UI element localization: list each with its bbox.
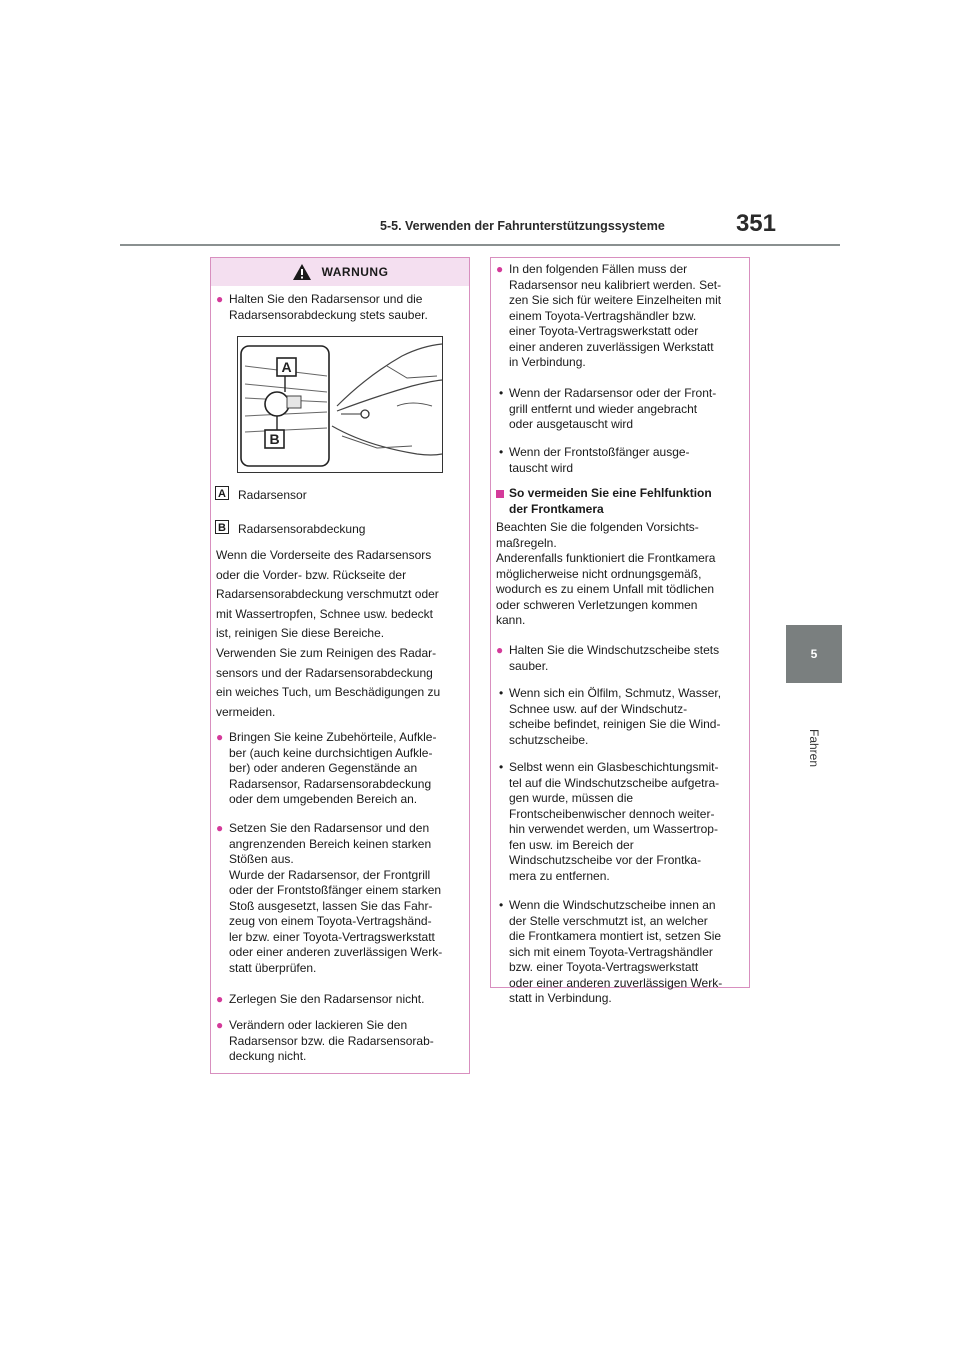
info-box <box>490 257 750 1005</box>
figure-label-a: A <box>281 359 292 375</box>
dot-icon: • <box>499 898 504 912</box>
warning-box <box>210 257 470 1074</box>
paragraph-line: mit Wassertropfen, Schnee usw. bedeckt <box>216 606 433 621</box>
dot-icon: • <box>499 445 504 459</box>
info-intro: Beachten Sie die folgenden Vorsichts- maßregeln. Anderenfalls funktioniert die Frontkamera möglicherweise nicht ordnungsgemäß, wodurch es zu einem Unfall mit tödlichen oder schweren Verletzungen kommen kann. <box>496 520 716 627</box>
paragraph-line: Radarsensorabdeckung verschmutzt oder <box>216 587 439 601</box>
info-subitem-1: Wenn der Radarsensor oder der Front- grill entfernt und wieder angebracht oder ausgetauscht wird <box>509 386 717 431</box>
figure-label-b: B <box>269 431 280 447</box>
bullet-icon: ● <box>216 821 224 835</box>
section-title: 5-5. Verwenden der Fahrunterstützungssysteme <box>380 219 665 233</box>
warning-paragraph-2 <box>216 644 461 722</box>
radar-sensor-figure <box>237 336 443 473</box>
info-bullet-1: In den folgenden Fällen muss der Radarsensor neu kalibriert werden. Set- zen Sie sich für weitere Einzelheiten mit einem Toyota-Vertragshändler bzw. einer Toyota-Vertragswerkstatt oder einer anderen zuverlässigen Werkstatt in Verbindung. <box>509 262 722 369</box>
header-divider <box>120 244 840 246</box>
legend-key-a: A <box>215 486 229 500</box>
warning-bullet-3: Setzen Sie den Radarsensor und den angrenzenden Bereich keinen starken Stößen aus. Wurde der Radarsensor, der Frontgrill oder der Frontstoßfänger einem starken Stoß ausgesetzt, lassen Sie das Fahr- zeug von einem Toyota-Vertragshänd- ler bzw. einer Toyota-Vertragswerkstatt oder einer anderen zuverlässigen Werk- statt überprüfen. <box>229 821 443 975</box>
info-subitem-4: Selbst wenn ein Glasbeschichtungsmit- tel auf die Windschutzscheibe aufgetra- gen wurde, müssen die Frontscheibenwischer dennoch weiter- hin verwendet werden, um Wassertrop- fen usw. im Bereich der Windschutzscheibe vor der Frontka- mera zu entfernen. <box>509 760 720 883</box>
page-number: 351 <box>735 210 776 237</box>
warning-bullet-4: Zerlegen Sie den Radarsensor nicht. <box>229 992 425 1006</box>
warning-bullet-1: Halten Sie den Radarsensor und die Radarsensorabdeckung stets sauber. <box>229 292 428 322</box>
paragraph-line: vermeiden. <box>216 704 276 719</box>
dot-icon: • <box>499 686 504 700</box>
legend-key-b: B <box>215 520 229 534</box>
warning-paragraph-1 <box>216 546 461 644</box>
legend-text-a: Radarsensor <box>238 488 307 502</box>
info-subitem-2: Wenn der Frontstoßfänger ausge- tauscht wird <box>509 445 690 475</box>
warning-title: WARNUNG <box>321 265 389 279</box>
dot-icon: • <box>499 760 504 774</box>
paragraph-line: oder die Vorder- bzw. Rückseite der <box>216 567 407 582</box>
bullet-icon: ● <box>216 292 224 306</box>
chapter-label <box>785 718 843 778</box>
dot-icon: • <box>499 386 504 400</box>
chapter-tab: 5 <box>786 625 842 683</box>
paragraph-line: ist, reinigen Sie diese Bereiche. <box>216 626 385 640</box>
warning-triangle-icon <box>292 263 312 281</box>
chapter-label-text: Fahren <box>807 728 821 768</box>
paragraph-line: ein weiches Tuch, um Beschädigungen zu <box>216 685 441 699</box>
warning-bullet-5: Verändern oder lackieren Sie den Radarsensor bzw. die Radarsensorab- deckung nicht. <box>229 1018 434 1063</box>
paragraph-line: sensors und der Radarsensorabdeckung <box>216 665 433 680</box>
info-subitem-5: Wenn die Windschutzscheibe innen an der Stelle verschmutzt ist, an welcher die Frontkamera montiert ist, setzen Sie sich mit einem Toyota-Vertragshändler bzw. einer Toyota-Vertragswerkstatt oder einer anderen zuverlässigen Werk- statt in Verbindung. <box>509 898 723 1005</box>
warning-bullet-2: Bringen Sie keine Zubehörteile, Aufkle- ber (auch keine durchsichtigen Aufkle- ber) oder anderen Gegenstände an Radarsensor, Radarsensorabdeckung oder dem umgebenden Bereich an. <box>229 730 437 806</box>
legend-text-b: Radarsensorabdeckung <box>238 522 366 536</box>
paragraph-line: Wenn die Vorderseite des Radarsensors <box>216 548 432 562</box>
bullet-icon: ● <box>216 1018 224 1032</box>
bullet-icon: ● <box>496 643 504 657</box>
bullet-icon: ● <box>216 730 224 744</box>
info-bullet-2: Halten Sie die Windschutzscheibe stets sauber. <box>509 643 720 673</box>
paragraph-line: Verwenden Sie zum Reinigen des Radar- <box>216 646 437 660</box>
bullet-icon: ● <box>496 262 504 276</box>
info-subitem-3: Wenn sich ein Ölfilm, Schmutz, Wasser, Schnee usw. auf der Windschutz- scheibe befindet, reinigen Sie die Wind- schutzscheibe. <box>509 686 722 747</box>
warning-header <box>211 258 469 286</box>
square-bullet-icon <box>496 490 504 498</box>
bullet-icon: ● <box>216 992 224 1006</box>
info-section-title: So vermeiden Sie eine Fehlfunktion der Frontkamera <box>509 486 712 516</box>
